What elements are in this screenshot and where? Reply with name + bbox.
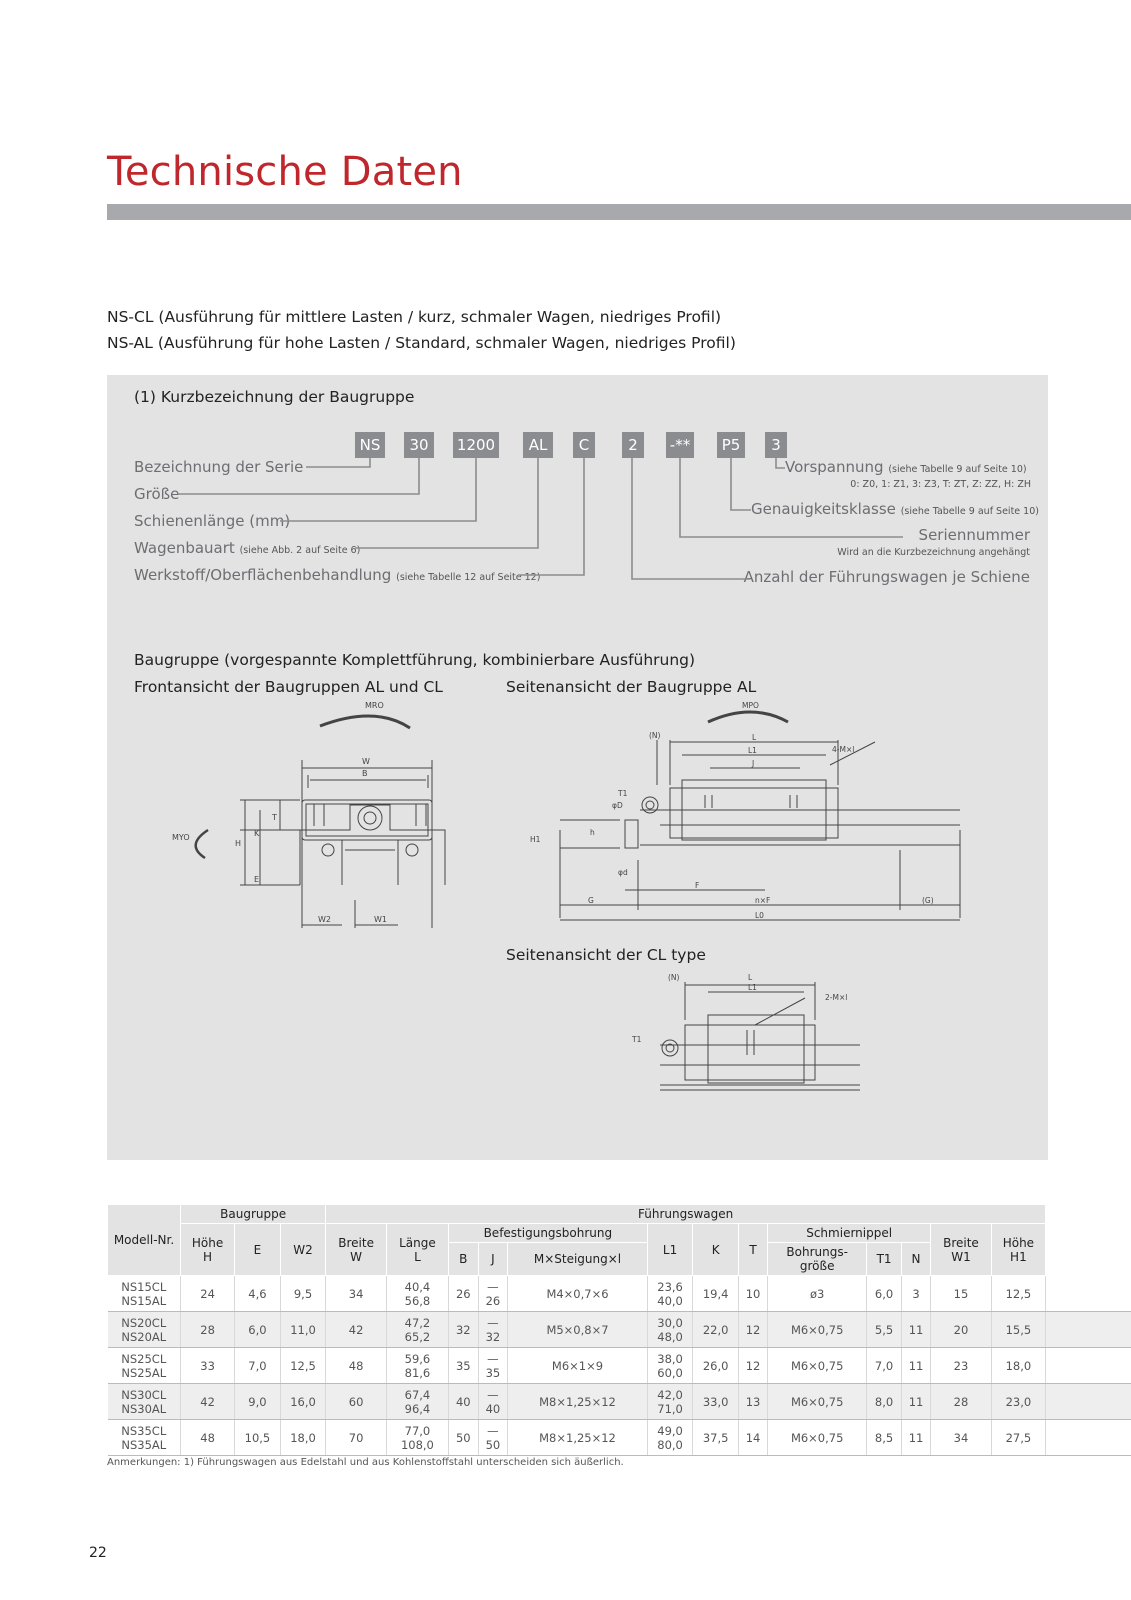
th-baugruppe: Baugruppe	[181, 1205, 326, 1224]
cell-h1: 12,5	[991, 1276, 1045, 1312]
th-t1: T1	[867, 1243, 902, 1276]
cell-n: 11	[901, 1384, 930, 1420]
label-preload: Vorspannung (siehe Tabelle 9 auf Seite 10)	[785, 458, 1027, 476]
cell-l	[386, 1384, 448, 1420]
cell-w: 42	[326, 1312, 387, 1348]
cell-l1	[647, 1384, 693, 1420]
cell-l1	[647, 1420, 693, 1456]
cell-w1: 28	[931, 1384, 992, 1420]
cell-b: 40	[448, 1384, 478, 1420]
cell-l-line: 47,2	[404, 1315, 431, 1330]
th-l1: L1	[647, 1224, 693, 1276]
svg-text:φD: φD	[612, 801, 623, 810]
table-footnote: Anmerkungen: 1) Führungswagen aus Edelstahl und aus Kohlenstoffstahl unterscheiden sich äußerlich.	[107, 1457, 624, 1468]
code-box-count: 2	[622, 432, 644, 458]
cell-w2: 11,0	[280, 1312, 326, 1348]
cell-j	[478, 1312, 508, 1348]
cell-l-line: 77,0	[404, 1423, 431, 1438]
cell-l1-line: 40,0	[657, 1293, 683, 1308]
cell-m: M4×0,7×6	[508, 1276, 648, 1312]
cell-k: 33,0	[693, 1384, 739, 1420]
cell-e: 6,0	[235, 1312, 281, 1348]
cell-l	[386, 1276, 448, 1312]
cell-h: 24	[181, 1276, 235, 1312]
cell-j-line: 35	[485, 1365, 501, 1380]
svg-text:B: B	[362, 769, 368, 778]
svg-text:MPO: MPO	[742, 701, 759, 710]
cell-h1: 27,5	[991, 1420, 1045, 1456]
cell-bohr: M6×0,75	[768, 1384, 867, 1420]
cell-t: 14	[738, 1420, 767, 1456]
svg-text:(G): (G)	[922, 896, 934, 905]
cell-l-line: 96,4	[404, 1401, 431, 1416]
cell-model-line: NS30AL	[121, 1401, 167, 1416]
cell-l-line: 67,4	[404, 1387, 431, 1402]
subtitle-cl: NS-CL (Ausführung für mittlere Lasten / kurz, schmaler Wagen, niedriges Profil)	[107, 308, 722, 326]
svg-text:G: G	[588, 896, 594, 905]
svg-text:W2: W2	[318, 915, 331, 924]
cell-j-line: 32	[485, 1329, 501, 1344]
table-row	[108, 1384, 1131, 1420]
cell-model-line: NS25CL	[121, 1351, 167, 1366]
subtitle-al: NS-AL (Ausführung für hohe Lasten / Standard, schmaler Wagen, niedriges Profil)	[107, 334, 736, 352]
svg-text:(N): (N)	[649, 731, 661, 740]
cell-spacer	[1046, 1348, 1131, 1384]
cell-w2: 18,0	[280, 1420, 326, 1456]
label-size: Größe	[134, 485, 180, 503]
cell-l	[386, 1348, 448, 1384]
cell-w1: 15	[931, 1276, 992, 1312]
th-w1: Breite W1	[931, 1224, 992, 1276]
cell-model-line: NS20AL	[121, 1329, 167, 1344]
cell-l-line: 56,8	[404, 1293, 431, 1308]
cell-spacer	[1046, 1384, 1131, 1420]
cell-l1-line: 49,0	[657, 1423, 683, 1438]
table-row	[108, 1276, 1131, 1312]
cell-l-line: 40,4	[404, 1279, 431, 1294]
cell-w1: 23	[931, 1348, 992, 1384]
th-j: J	[478, 1243, 508, 1276]
cell-b: 35	[448, 1348, 478, 1384]
cell-spacer	[1046, 1312, 1131, 1348]
front-view-heading: Frontansicht der Baugruppen AL und CL	[134, 678, 443, 696]
cell-w2: 9,5	[280, 1276, 326, 1312]
cell-l1-line: 38,0	[657, 1351, 683, 1366]
cell-model-line: NS20CL	[121, 1315, 167, 1330]
svg-text:φd: φd	[618, 868, 628, 877]
label-carriage-count: Anzahl der Führungswagen je Schiene	[743, 568, 1030, 586]
cell-n: 11	[901, 1420, 930, 1456]
svg-text:MYO: MYO	[172, 833, 190, 842]
th-l: Länge L	[386, 1224, 448, 1276]
cell-spacer	[1046, 1420, 1131, 1456]
cell-w: 48	[326, 1348, 387, 1384]
cell-w1: 34	[931, 1420, 992, 1456]
cell-j-line: —	[487, 1423, 499, 1438]
cell-b: 32	[448, 1312, 478, 1348]
cell-w1: 20	[931, 1312, 992, 1348]
cell-b: 50	[448, 1420, 478, 1456]
cell-l1-line: 60,0	[657, 1365, 683, 1380]
cell-j	[478, 1348, 508, 1384]
svg-text:L0: L0	[755, 911, 764, 920]
cell-t1: 8,5	[867, 1420, 902, 1456]
th-nippel: Schmiernippel	[768, 1224, 931, 1243]
code-box-preload: 3	[765, 432, 787, 458]
th-h1: Höhe H1	[991, 1224, 1045, 1276]
th-bohrgroesse: Bohrungs- größe	[768, 1243, 867, 1276]
th-model: Modell-Nr.	[108, 1205, 181, 1276]
cell-model-line: NS35CL	[121, 1423, 167, 1438]
cell-h1: 15,5	[991, 1312, 1045, 1348]
cell-j-line: —	[487, 1351, 499, 1366]
th-b: B	[448, 1243, 478, 1276]
cell-h: 33	[181, 1348, 235, 1384]
svg-text:T: T	[272, 813, 277, 822]
cell-j	[478, 1384, 508, 1420]
th-w2: W2	[280, 1224, 326, 1276]
cell-model-line: NS30CL	[121, 1387, 167, 1402]
svg-text:W: W	[362, 757, 370, 766]
cell-t1: 8,0	[867, 1384, 902, 1420]
label-preload-values: 0: Z0, 1: Z1, 3: Z3, T: ZT, Z: ZZ, H: ZH	[850, 479, 1031, 490]
cell-t1: 7,0	[867, 1348, 902, 1384]
side-view-cl-drawing	[630, 970, 890, 1130]
cell-n: 11	[901, 1348, 930, 1384]
cell-model-line: NS15AL	[121, 1293, 167, 1308]
cell-w2: 12,5	[280, 1348, 326, 1384]
side-view-cl-heading: Seitenansicht der CL type	[506, 946, 706, 964]
label-accuracy: Genauigkeitsklasse (siehe Tabelle 9 auf Seite 10)	[751, 500, 1039, 518]
code-box-size: 30	[404, 432, 434, 458]
cell-spacer	[1046, 1276, 1131, 1312]
cell-t1: 5,5	[867, 1312, 902, 1348]
designation-leader-lines	[0, 0, 1131, 600]
cell-l1	[647, 1276, 693, 1312]
cell-l1-line: 71,0	[657, 1401, 683, 1416]
side-view-al-drawing	[530, 700, 990, 940]
cell-model	[108, 1384, 181, 1420]
cell-h: 42	[181, 1384, 235, 1420]
svg-text:L1: L1	[748, 983, 757, 992]
svg-text:4-M×l: 4-M×l	[832, 745, 855, 754]
th-t: T	[738, 1224, 767, 1276]
cell-h1: 23,0	[991, 1384, 1045, 1420]
cell-l1-line: 48,0	[657, 1329, 683, 1344]
cell-t: 12	[738, 1348, 767, 1384]
th-wagen: Führungswagen	[326, 1205, 1046, 1224]
cell-j-line: 26	[485, 1293, 501, 1308]
table-row	[108, 1312, 1131, 1348]
svg-text:W1: W1	[374, 915, 387, 924]
cell-e: 4,6	[235, 1276, 281, 1312]
cell-model	[108, 1312, 181, 1348]
cell-model-line: NS15CL	[121, 1279, 167, 1294]
cell-e: 7,0	[235, 1348, 281, 1384]
cell-l1-line: 30,0	[657, 1315, 683, 1330]
cell-t: 12	[738, 1312, 767, 1348]
th-bohrung: Befestigungsbohrung	[448, 1224, 647, 1243]
side-view-al-heading: Seitenansicht der Baugruppe AL	[506, 678, 757, 696]
cell-h: 28	[181, 1312, 235, 1348]
cell-l1	[647, 1312, 693, 1348]
cell-j-line: 40	[485, 1401, 501, 1416]
svg-text:L1: L1	[748, 746, 757, 755]
svg-text:T1: T1	[618, 789, 628, 798]
cell-l1-line: 42,0	[657, 1387, 683, 1402]
th-m: M×Steigung×l	[508, 1243, 648, 1276]
svg-text:MRO: MRO	[365, 701, 384, 710]
label-carriage-type: Wagenbauart (siehe Abb. 2 auf Seite 6)	[134, 539, 361, 557]
svg-text:K: K	[254, 829, 260, 838]
svg-text:(N): (N)	[668, 973, 680, 982]
cell-l-line: 108,0	[400, 1437, 434, 1452]
cell-t1: 6,0	[867, 1276, 902, 1312]
cell-k: 22,0	[693, 1312, 739, 1348]
cell-l	[386, 1312, 448, 1348]
cell-n: 3	[901, 1276, 930, 1312]
cell-w: 34	[326, 1276, 387, 1312]
cell-bohr: M6×0,75	[768, 1420, 867, 1456]
cell-bohr: ø3	[768, 1276, 867, 1312]
cell-j	[478, 1420, 508, 1456]
code-box-material: C	[573, 432, 595, 458]
svg-text:L: L	[752, 733, 757, 742]
cell-l1	[647, 1348, 693, 1384]
svg-text:H1: H1	[530, 835, 541, 844]
cell-j	[478, 1276, 508, 1312]
cell-j-line: 50	[485, 1437, 501, 1452]
th-spacer	[1046, 1224, 1131, 1276]
cell-b: 26	[448, 1276, 478, 1312]
cell-n: 11	[901, 1312, 930, 1348]
svg-text:F: F	[695, 881, 700, 890]
th-w: Breite W	[326, 1224, 387, 1276]
cell-j-line: —	[487, 1279, 499, 1294]
cell-t: 10	[738, 1276, 767, 1312]
cell-h1: 18,0	[991, 1348, 1045, 1384]
cell-model	[108, 1348, 181, 1384]
svg-text:L: L	[748, 973, 753, 982]
cell-m: M6×1×9	[508, 1348, 648, 1384]
cell-model	[108, 1276, 181, 1312]
cell-model	[108, 1420, 181, 1456]
label-series: Bezeichnung der Serie	[134, 458, 304, 476]
cell-l-line: 81,6	[404, 1365, 431, 1380]
th-h: Höhe H	[181, 1224, 235, 1276]
cell-m: M8×1,25×12	[508, 1420, 648, 1456]
cell-w: 60	[326, 1384, 387, 1420]
cell-l	[386, 1420, 448, 1456]
label-material: Werkstoff/Oberflächenbehandlung (siehe Tabelle 12 auf Seite 12)	[134, 566, 541, 584]
cell-bohr: M6×0,75	[768, 1348, 867, 1384]
cell-j-line: —	[487, 1315, 499, 1330]
cell-j-line: —	[487, 1387, 499, 1402]
table-row	[108, 1348, 1131, 1384]
code-box-type: AL	[523, 432, 553, 458]
code-box-series: NS	[355, 432, 385, 458]
svg-text:h: h	[590, 828, 595, 837]
cell-l1-line: 80,0	[657, 1437, 683, 1452]
table-row	[108, 1420, 1131, 1456]
cell-w: 70	[326, 1420, 387, 1456]
code-box-accuracy: P5	[717, 432, 745, 458]
page-number: 22	[89, 1545, 107, 1561]
cell-e: 9,0	[235, 1384, 281, 1420]
cell-l-line: 59,6	[404, 1351, 431, 1366]
cell-bohr: M6×0,75	[768, 1312, 867, 1348]
code-box-length: 1200	[453, 432, 499, 458]
cell-t: 13	[738, 1384, 767, 1420]
assembly-heading: Baugruppe (vorgespannte Komplettführung, kombinierbare Ausführung)	[134, 651, 696, 669]
th-k: K	[693, 1224, 739, 1276]
th-e: E	[235, 1224, 281, 1276]
cell-l1-line: 23,6	[657, 1279, 683, 1294]
cell-model-line: NS25AL	[121, 1365, 167, 1380]
page-title: Technische Daten	[107, 148, 463, 195]
cell-k: 37,5	[693, 1420, 739, 1456]
cell-model-line: NS35AL	[121, 1437, 167, 1452]
th-n: N	[901, 1243, 930, 1276]
cell-l-line: 65,2	[404, 1329, 431, 1344]
code-box-serial: -**	[666, 432, 694, 458]
designation-heading: (1) Kurzbezeichnung der Baugruppe	[134, 388, 415, 406]
svg-text:n×F: n×F	[755, 896, 771, 905]
cell-m: M8×1,25×12	[508, 1384, 648, 1420]
cell-k: 19,4	[693, 1276, 739, 1312]
label-serial-note: Wird an die Kurzbezeichnung angehängt	[837, 547, 1030, 558]
svg-text:E: E	[254, 875, 260, 884]
cell-h: 48	[181, 1420, 235, 1456]
label-serial: Seriennummer	[918, 526, 1030, 544]
cell-e: 10,5	[235, 1420, 281, 1456]
svg-text:T1: T1	[632, 1035, 642, 1044]
cell-w2: 16,0	[280, 1384, 326, 1420]
svg-text:2-M×l: 2-M×l	[825, 993, 848, 1002]
cell-k: 26,0	[693, 1348, 739, 1384]
front-view-drawing	[160, 700, 460, 950]
spec-table	[107, 1204, 1131, 1456]
svg-text:H: H	[235, 839, 242, 848]
label-rail-length: Schienenlänge (mm)	[134, 512, 291, 530]
svg-text:J: J	[752, 759, 755, 768]
cell-m: M5×0,8×7	[508, 1312, 648, 1348]
